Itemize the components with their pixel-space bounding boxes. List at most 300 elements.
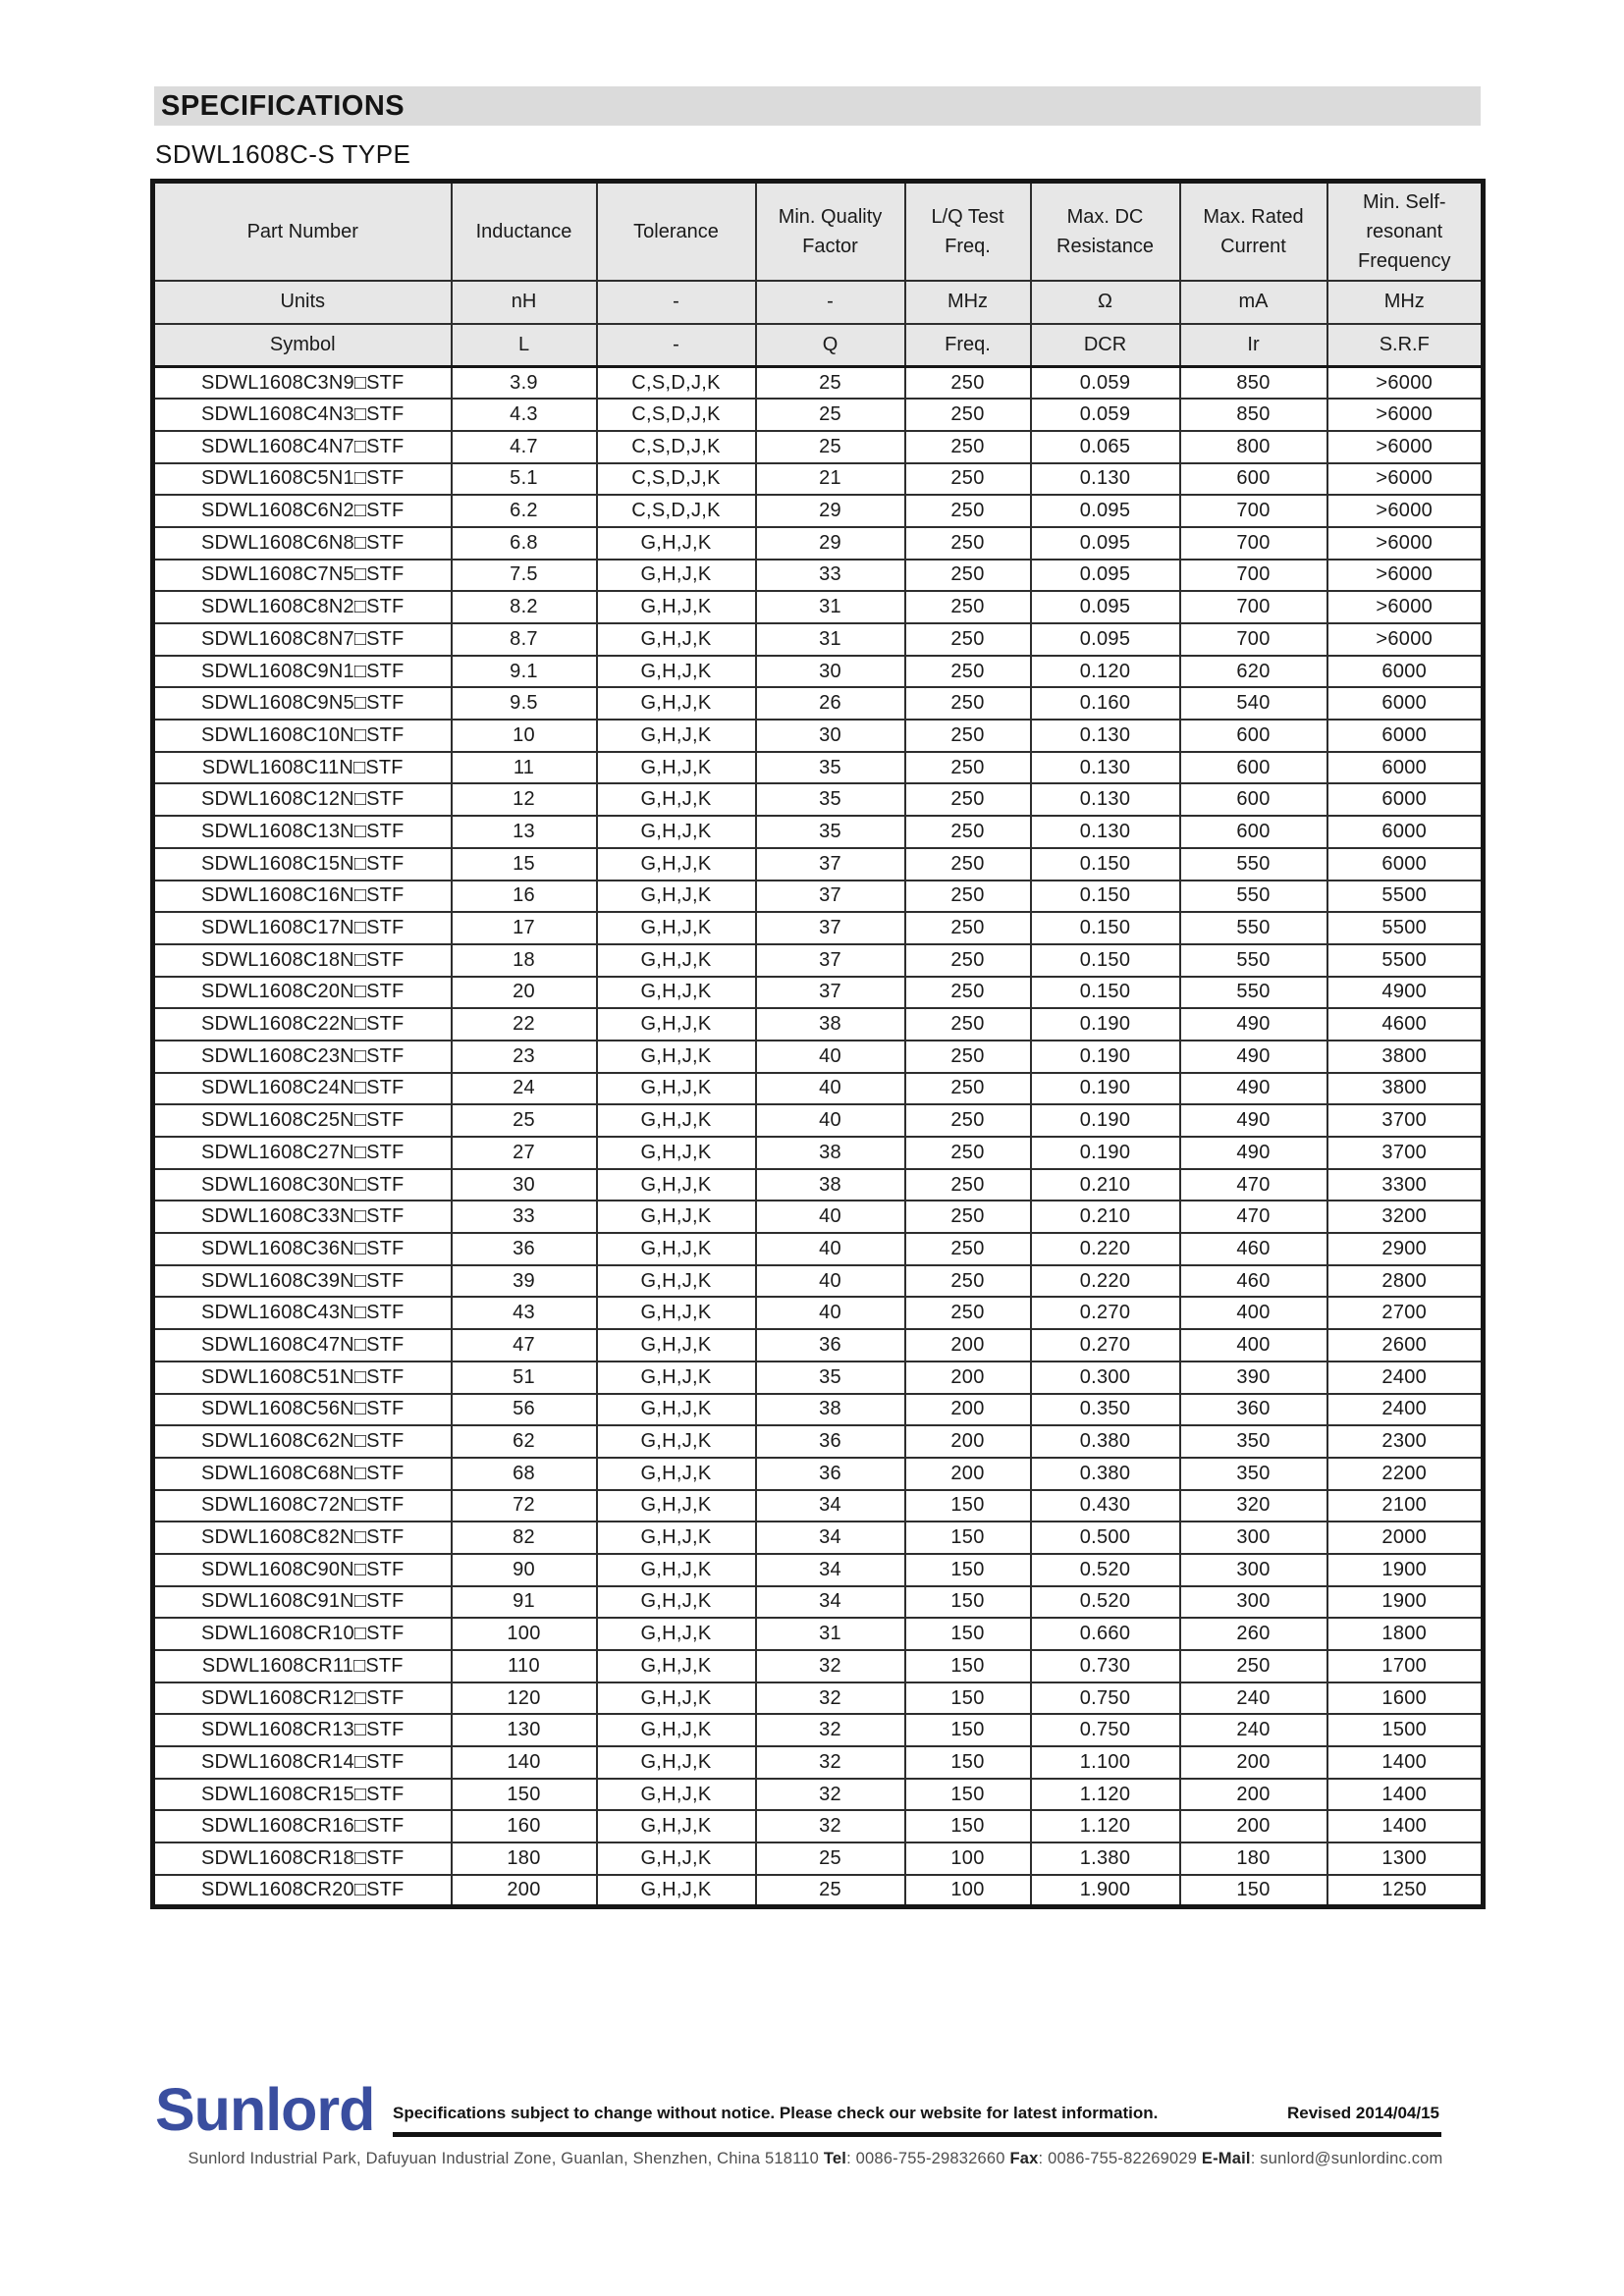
table-header-row	[153, 182, 1484, 281]
srf-cell: 5500	[1327, 881, 1484, 913]
dcr-cell: 0.270	[1031, 1329, 1180, 1362]
quality-factor-cell: 35	[756, 752, 905, 784]
part-number-cell: SDWL1608C5N1□STF	[153, 463, 452, 496]
test-freq-cell: 250	[905, 1265, 1031, 1298]
srf-cell: >6000	[1327, 560, 1484, 592]
inductance-cell: 20	[452, 977, 597, 1009]
table-row	[153, 1137, 1484, 1169]
rated-current-cell: 200	[1180, 1779, 1327, 1811]
dcr-cell: 0.150	[1031, 977, 1180, 1009]
table-row	[153, 1650, 1484, 1682]
dcr-cell: 0.220	[1031, 1233, 1180, 1265]
srf-cell: 1600	[1327, 1682, 1484, 1715]
quality-factor-cell: 25	[756, 367, 905, 400]
quality-factor-cell: 30	[756, 720, 905, 752]
srf-cell: 6000	[1327, 848, 1484, 881]
table-row	[153, 1779, 1484, 1811]
quality-factor-cell: 32	[756, 1810, 905, 1842]
tolerance-cell: G,H,J,K	[597, 1650, 756, 1682]
dcr-cell: 0.380	[1031, 1458, 1180, 1490]
table-row	[153, 1008, 1484, 1041]
inductance-cell: 33	[452, 1201, 597, 1233]
table-row	[153, 720, 1484, 752]
part-number-cell: SDWL1608C27N□STF	[153, 1137, 452, 1169]
srf-cell: >6000	[1327, 527, 1484, 560]
srf-cell: 2900	[1327, 1233, 1484, 1265]
part-number-cell: SDWL1608C9N5□STF	[153, 687, 452, 720]
srf-cell: 6000	[1327, 816, 1484, 848]
table-row	[153, 1842, 1484, 1875]
part-number-cell: SDWL1608C90N□STF	[153, 1554, 452, 1586]
dcr-cell: 0.750	[1031, 1714, 1180, 1746]
tolerance-cell: G,H,J,K	[597, 1394, 756, 1426]
email-address: : sunlord@sunlordinc.com	[1250, 2150, 1443, 2167]
test-freq-cell: 250	[905, 399, 1031, 431]
tolerance-cell: G,H,J,K	[597, 752, 756, 784]
tolerance-cell: G,H,J,K	[597, 1362, 756, 1394]
email-label: E-Mail	[1201, 2150, 1251, 2167]
test-freq-cell: 150	[905, 1810, 1031, 1842]
rated-current-cell: 550	[1180, 944, 1327, 977]
rated-current-cell: 700	[1180, 591, 1327, 623]
test-freq-cell: 250	[905, 1073, 1031, 1105]
tolerance-cell: G,H,J,K	[597, 1425, 756, 1458]
tolerance-cell: G,H,J,K	[597, 1008, 756, 1041]
srf-cell: 2800	[1327, 1265, 1484, 1298]
srf-cell: 6000	[1327, 656, 1484, 688]
dcr-cell: 0.095	[1031, 560, 1180, 592]
quality-factor-cell: 34	[756, 1490, 905, 1522]
units-quality-factor: -	[756, 281, 905, 324]
rated-current-cell: 490	[1180, 1137, 1327, 1169]
inductance-cell: 91	[452, 1586, 597, 1619]
part-number-cell: SDWL1608C20N□STF	[153, 977, 452, 1009]
dcr-cell: 0.160	[1031, 687, 1180, 720]
inductance-cell: 140	[452, 1746, 597, 1779]
fax-number: : 0086-755-82269029	[1038, 2150, 1202, 2167]
part-number-cell: SDWL1608C12N□STF	[153, 783, 452, 816]
inductance-cell: 10	[452, 720, 597, 752]
srf-cell: 3200	[1327, 1201, 1484, 1233]
quality-factor-cell: 40	[756, 1104, 905, 1137]
tolerance-cell: G,H,J,K	[597, 687, 756, 720]
table-row	[153, 1329, 1484, 1362]
part-number-cell: SDWL1608C8N7□STF	[153, 623, 452, 656]
tolerance-cell: G,H,J,K	[597, 912, 756, 944]
tolerance-cell: G,H,J,K	[597, 720, 756, 752]
address-text: Sunlord Industrial Park, Dafuyuan Industrial Zone, Guanlan, Shenzhen, China 518110	[188, 2150, 824, 2167]
dcr-cell: 0.095	[1031, 623, 1180, 656]
rated-current-cell: 150	[1180, 1875, 1327, 1907]
part-number-cell: SDWL1608C33N□STF	[153, 1201, 452, 1233]
test-freq-cell: 250	[905, 1201, 1031, 1233]
quality-factor-cell: 21	[756, 463, 905, 496]
quality-factor-cell: 37	[756, 944, 905, 977]
section-title-bar	[154, 86, 1481, 126]
inductance-cell: 90	[452, 1554, 597, 1586]
tolerance-cell: G,H,J,K	[597, 1104, 756, 1137]
units-rated-current: mA	[1180, 281, 1327, 324]
test-freq-cell: 250	[905, 912, 1031, 944]
revised-date: Revised 2014/04/15	[1286, 2104, 1439, 2122]
srf-cell: 6000	[1327, 752, 1484, 784]
tolerance-cell: G,H,J,K	[597, 1714, 756, 1746]
table-row	[153, 367, 1484, 400]
test-freq-cell: 250	[905, 881, 1031, 913]
rated-current-cell: 620	[1180, 656, 1327, 688]
dcr-cell: 0.520	[1031, 1586, 1180, 1619]
symbol-quality-factor: Q	[756, 324, 905, 367]
rated-current-cell: 600	[1180, 720, 1327, 752]
test-freq-cell: 250	[905, 431, 1031, 463]
dcr-cell: 0.730	[1031, 1650, 1180, 1682]
test-freq-cell: 250	[905, 463, 1031, 496]
rated-current-cell: 240	[1180, 1682, 1327, 1715]
quality-factor-cell: 33	[756, 560, 905, 592]
tel-label: Tel	[823, 2150, 847, 2167]
inductance-cell: 13	[452, 816, 597, 848]
srf-cell: 2400	[1327, 1362, 1484, 1394]
table-row	[153, 1201, 1484, 1233]
inductance-cell: 72	[452, 1490, 597, 1522]
inductance-cell: 15	[452, 848, 597, 881]
part-number-cell: SDWL1608C4N3□STF	[153, 399, 452, 431]
units-tolerance: -	[597, 281, 756, 324]
rated-current-cell: 300	[1180, 1554, 1327, 1586]
table-row	[153, 1041, 1484, 1073]
units-dc-resistance: Ω	[1031, 281, 1180, 324]
inductance-cell: 7.5	[452, 560, 597, 592]
units-inductance: nH	[452, 281, 597, 324]
quality-factor-cell: 31	[756, 1618, 905, 1650]
rated-current-cell: 700	[1180, 527, 1327, 560]
tolerance-cell: G,H,J,K	[597, 1618, 756, 1650]
col-header-part-number: Part Number	[153, 182, 452, 281]
sunlord-logo: Sunlord	[155, 2076, 375, 2143]
inductance-cell: 100	[452, 1618, 597, 1650]
table-row	[153, 1233, 1484, 1265]
rated-current-cell: 400	[1180, 1329, 1327, 1362]
test-freq-cell: 250	[905, 687, 1031, 720]
srf-cell: 3300	[1327, 1169, 1484, 1201]
rated-current-cell: 300	[1180, 1586, 1327, 1619]
test-freq-cell: 150	[905, 1746, 1031, 1779]
part-number-cell: SDWL1608C6N2□STF	[153, 495, 452, 527]
col-header-srf: Min. Self-resonant Frequency	[1327, 182, 1484, 281]
srf-cell: 2700	[1327, 1297, 1484, 1329]
srf-cell: 1400	[1327, 1810, 1484, 1842]
table-row	[153, 656, 1484, 688]
footer-note-row	[393, 2104, 1441, 2123]
table-row	[153, 1714, 1484, 1746]
table-row	[153, 816, 1484, 848]
footer-divider	[393, 2132, 1441, 2137]
dcr-cell: 0.660	[1031, 1618, 1180, 1650]
col-header-inductance: Inductance	[452, 182, 597, 281]
tolerance-cell: G,H,J,K	[597, 881, 756, 913]
units-srf: MHz	[1327, 281, 1484, 324]
srf-cell: >6000	[1327, 463, 1484, 496]
quality-factor-cell: 34	[756, 1522, 905, 1554]
inductance-cell: 82	[452, 1522, 597, 1554]
dcr-cell: 0.750	[1031, 1682, 1180, 1715]
test-freq-cell: 250	[905, 591, 1031, 623]
test-freq-cell: 250	[905, 656, 1031, 688]
symbol-tolerance: -	[597, 324, 756, 367]
rated-current-cell: 460	[1180, 1265, 1327, 1298]
part-number-cell: SDWL1608CR16□STF	[153, 1810, 452, 1842]
test-freq-cell: 200	[905, 1329, 1031, 1362]
part-number-cell: SDWL1608C62N□STF	[153, 1425, 452, 1458]
table-row	[153, 1810, 1484, 1842]
test-freq-cell: 250	[905, 783, 1031, 816]
dcr-cell: 0.150	[1031, 881, 1180, 913]
quality-factor-cell: 36	[756, 1458, 905, 1490]
quality-factor-cell: 32	[756, 1746, 905, 1779]
rated-current-cell: 200	[1180, 1810, 1327, 1842]
table-row	[153, 1746, 1484, 1779]
quality-factor-cell: 25	[756, 431, 905, 463]
inductance-cell: 23	[452, 1041, 597, 1073]
inductance-cell: 5.1	[452, 463, 597, 496]
srf-cell: 6000	[1327, 783, 1484, 816]
test-freq-cell: 150	[905, 1554, 1031, 1586]
srf-cell: >6000	[1327, 367, 1484, 400]
srf-cell: 1400	[1327, 1779, 1484, 1811]
part-number-cell: SDWL1608C7N5□STF	[153, 560, 452, 592]
tolerance-cell: G,H,J,K	[597, 848, 756, 881]
srf-cell: 3800	[1327, 1073, 1484, 1105]
tolerance-cell: C,S,D,J,K	[597, 495, 756, 527]
test-freq-cell: 250	[905, 1104, 1031, 1137]
rated-current-cell: 200	[1180, 1746, 1327, 1779]
srf-cell: 4600	[1327, 1008, 1484, 1041]
dcr-cell: 1.120	[1031, 1779, 1180, 1811]
quality-factor-cell: 32	[756, 1714, 905, 1746]
rated-current-cell: 300	[1180, 1522, 1327, 1554]
inductance-cell: 39	[452, 1265, 597, 1298]
dcr-cell: 1.900	[1031, 1875, 1180, 1907]
symbol-test-freq: Freq.	[905, 324, 1031, 367]
tolerance-cell: G,H,J,K	[597, 816, 756, 848]
srf-cell: 4900	[1327, 977, 1484, 1009]
part-number-cell: SDWL1608C4N7□STF	[153, 431, 452, 463]
tolerance-cell: G,H,J,K	[597, 1522, 756, 1554]
tolerance-cell: G,H,J,K	[597, 1329, 756, 1362]
part-number-cell: SDWL1608C24N□STF	[153, 1073, 452, 1105]
inductance-cell: 6.8	[452, 527, 597, 560]
table-row	[153, 752, 1484, 784]
rated-current-cell: 700	[1180, 623, 1327, 656]
rated-current-cell: 240	[1180, 1714, 1327, 1746]
test-freq-cell: 250	[905, 816, 1031, 848]
test-freq-cell: 150	[905, 1490, 1031, 1522]
table-row	[153, 881, 1484, 913]
table-row	[153, 1490, 1484, 1522]
table-row	[153, 1586, 1484, 1619]
part-number-cell: SDWL1608C8N2□STF	[153, 591, 452, 623]
dcr-cell: 0.520	[1031, 1554, 1180, 1586]
rated-current-cell: 180	[1180, 1842, 1327, 1875]
quality-factor-cell: 29	[756, 495, 905, 527]
inductance-cell: 150	[452, 1779, 597, 1811]
tolerance-cell: G,H,J,K	[597, 560, 756, 592]
dcr-cell: 0.130	[1031, 463, 1180, 496]
dcr-cell: 0.150	[1031, 848, 1180, 881]
inductance-cell: 68	[452, 1458, 597, 1490]
part-number-cell: SDWL1608CR13□STF	[153, 1714, 452, 1746]
test-freq-cell: 250	[905, 977, 1031, 1009]
symbol-rated-current: Ir	[1180, 324, 1327, 367]
part-number-cell: SDWL1608C3N9□STF	[153, 367, 452, 400]
tolerance-cell: G,H,J,K	[597, 623, 756, 656]
rated-current-cell: 600	[1180, 752, 1327, 784]
quality-factor-cell: 36	[756, 1425, 905, 1458]
quality-factor-cell: 40	[756, 1201, 905, 1233]
inductance-cell: 9.5	[452, 687, 597, 720]
dcr-cell: 0.190	[1031, 1104, 1180, 1137]
srf-cell: >6000	[1327, 431, 1484, 463]
tel-number: : 0086-755-29832660	[846, 2150, 1010, 2167]
part-number-cell: SDWL1608C13N□STF	[153, 816, 452, 848]
test-freq-cell: 100	[905, 1842, 1031, 1875]
tolerance-cell: G,H,J,K	[597, 1169, 756, 1201]
quality-factor-cell: 32	[756, 1650, 905, 1682]
units-row	[153, 281, 1484, 324]
inductance-cell: 47	[452, 1329, 597, 1362]
srf-cell: 1900	[1327, 1586, 1484, 1619]
dcr-cell: 0.210	[1031, 1201, 1180, 1233]
part-number-cell: SDWL1608C47N□STF	[153, 1329, 452, 1362]
table-row	[153, 495, 1484, 527]
quality-factor-cell: 40	[756, 1233, 905, 1265]
part-number-cell: SDWL1608CR20□STF	[153, 1875, 452, 1907]
tolerance-cell: G,H,J,K	[597, 1682, 756, 1715]
dcr-cell: 1.380	[1031, 1842, 1180, 1875]
quality-factor-cell: 35	[756, 1362, 905, 1394]
srf-cell: 3700	[1327, 1137, 1484, 1169]
test-freq-cell: 100	[905, 1875, 1031, 1907]
dcr-cell: 0.190	[1031, 1137, 1180, 1169]
test-freq-cell: 250	[905, 1008, 1031, 1041]
dcr-cell: 0.059	[1031, 399, 1180, 431]
tolerance-cell: C,S,D,J,K	[597, 431, 756, 463]
fax-label: Fax	[1009, 2150, 1039, 2167]
tolerance-cell: G,H,J,K	[597, 1233, 756, 1265]
inductance-cell: 8.2	[452, 591, 597, 623]
quality-factor-cell: 35	[756, 783, 905, 816]
dcr-cell: 0.190	[1031, 1041, 1180, 1073]
quality-factor-cell: 25	[756, 1875, 905, 1907]
tolerance-cell: G,H,J,K	[597, 1490, 756, 1522]
inductance-cell: 3.9	[452, 367, 597, 400]
part-number-cell: SDWL1608CR10□STF	[153, 1618, 452, 1650]
tolerance-cell: G,H,J,K	[597, 527, 756, 560]
dcr-cell: 0.190	[1031, 1008, 1180, 1041]
quality-factor-cell: 29	[756, 527, 905, 560]
srf-cell: 1700	[1327, 1650, 1484, 1682]
type-title: SDWL1608C-S TYPE	[155, 139, 411, 169]
inductance-cell: 110	[452, 1650, 597, 1682]
tolerance-cell: G,H,J,K	[597, 1297, 756, 1329]
tolerance-cell: G,H,J,K	[597, 1201, 756, 1233]
srf-cell: 2100	[1327, 1490, 1484, 1522]
inductance-cell: 22	[452, 1008, 597, 1041]
part-number-cell: SDWL1608C43N□STF	[153, 1297, 452, 1329]
test-freq-cell: 250	[905, 1041, 1031, 1073]
quality-factor-cell: 38	[756, 1169, 905, 1201]
table-row	[153, 1394, 1484, 1426]
rated-current-cell: 850	[1180, 399, 1327, 431]
rated-current-cell: 260	[1180, 1618, 1327, 1650]
srf-cell: 1800	[1327, 1618, 1484, 1650]
dcr-cell: 0.095	[1031, 591, 1180, 623]
rated-current-cell: 460	[1180, 1233, 1327, 1265]
inductance-cell: 160	[452, 1810, 597, 1842]
inductance-cell: 56	[452, 1394, 597, 1426]
srf-cell: 1300	[1327, 1842, 1484, 1875]
part-number-cell: SDWL1608C30N□STF	[153, 1169, 452, 1201]
dcr-cell: 0.120	[1031, 656, 1180, 688]
srf-cell: 2300	[1327, 1425, 1484, 1458]
part-number-cell: SDWL1608C51N□STF	[153, 1362, 452, 1394]
test-freq-cell: 150	[905, 1714, 1031, 1746]
units-test-freq: MHz	[905, 281, 1031, 324]
inductance-cell: 9.1	[452, 656, 597, 688]
quality-factor-cell: 31	[756, 623, 905, 656]
table-row	[153, 783, 1484, 816]
test-freq-cell: 150	[905, 1586, 1031, 1619]
part-number-cell: SDWL1608C25N□STF	[153, 1104, 452, 1137]
col-header-dc-resistance: Max. DC Resistance	[1031, 182, 1180, 281]
srf-cell: 2600	[1327, 1329, 1484, 1362]
srf-cell: >6000	[1327, 623, 1484, 656]
inductance-cell: 12	[452, 783, 597, 816]
tolerance-cell: G,H,J,K	[597, 1875, 756, 1907]
quality-factor-cell: 40	[756, 1073, 905, 1105]
rated-current-cell: 250	[1180, 1650, 1327, 1682]
dcr-cell: 1.100	[1031, 1746, 1180, 1779]
table-row	[153, 1297, 1484, 1329]
quality-factor-cell: 37	[756, 912, 905, 944]
dcr-cell: 0.095	[1031, 495, 1180, 527]
table-row	[153, 944, 1484, 977]
inductance-cell: 6.2	[452, 495, 597, 527]
inductance-cell: 8.7	[452, 623, 597, 656]
part-number-cell: SDWL1608C91N□STF	[153, 1586, 452, 1619]
rated-current-cell: 550	[1180, 848, 1327, 881]
tolerance-cell: G,H,J,K	[597, 1746, 756, 1779]
quality-factor-cell: 32	[756, 1779, 905, 1811]
table-row	[153, 591, 1484, 623]
srf-cell: >6000	[1327, 591, 1484, 623]
rated-current-cell: 700	[1180, 560, 1327, 592]
rated-current-cell: 550	[1180, 881, 1327, 913]
dcr-cell: 1.120	[1031, 1810, 1180, 1842]
table-row	[153, 463, 1484, 496]
quality-factor-cell: 37	[756, 977, 905, 1009]
tolerance-cell: G,H,J,K	[597, 1554, 756, 1586]
footer-note: Specifications subject to change without notice. Please check our website for latest information.	[393, 2104, 1159, 2122]
test-freq-cell: 250	[905, 848, 1031, 881]
dcr-cell: 0.150	[1031, 912, 1180, 944]
test-freq-cell: 250	[905, 623, 1031, 656]
quality-factor-cell: 37	[756, 881, 905, 913]
quality-factor-cell: 25	[756, 1842, 905, 1875]
srf-cell: 3800	[1327, 1041, 1484, 1073]
table-row	[153, 1265, 1484, 1298]
part-number-cell: SDWL1608C15N□STF	[153, 848, 452, 881]
